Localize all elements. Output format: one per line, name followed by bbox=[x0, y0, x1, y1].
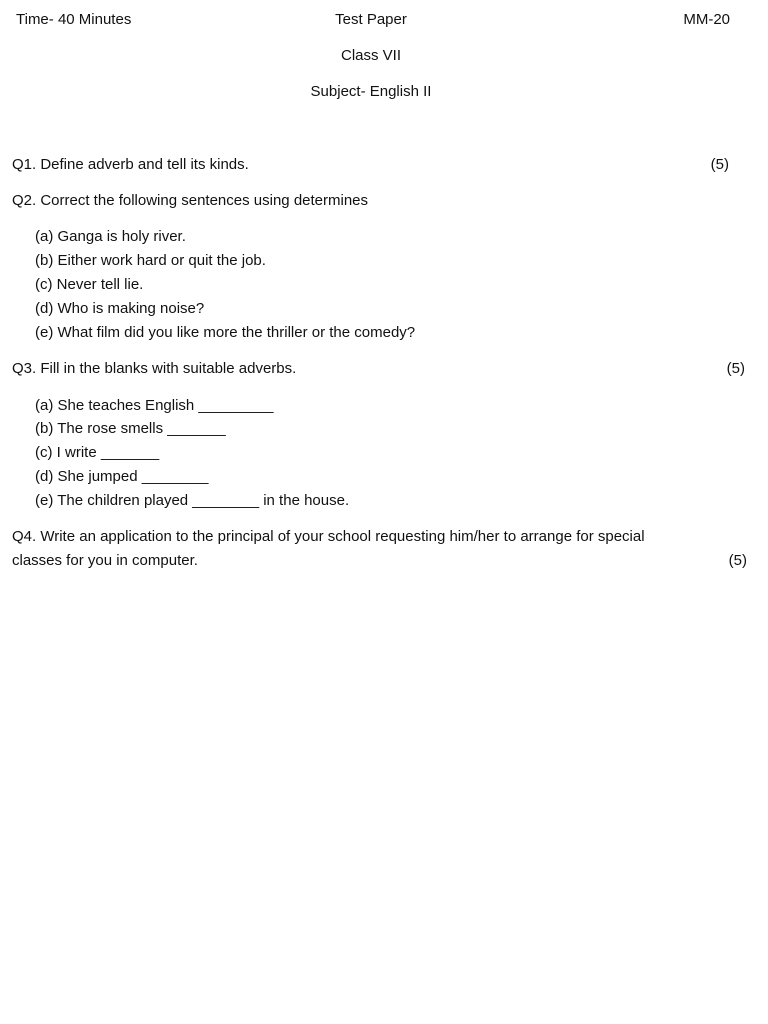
question-4-marks: (5) bbox=[728, 552, 747, 569]
question-3-marks: (5) bbox=[726, 360, 745, 377]
question-4-line-1: Q4. Write an application to the principal of your school requesting him/her to arrange for special bbox=[12, 528, 645, 545]
time-label: Time- 40 Minutes bbox=[16, 11, 132, 28]
question-2: Q2. Correct the following sentences using determines bbox=[12, 192, 369, 209]
paper-title: Test Paper bbox=[335, 11, 407, 28]
question-3-item-c: (c) I write _______ bbox=[35, 444, 160, 461]
max-marks-label: MM-20 bbox=[683, 11, 730, 28]
question-3-item-b: (b) The rose smells _______ bbox=[35, 420, 226, 437]
question-3-item-d: (d) She jumped ________ bbox=[35, 468, 209, 485]
question-1-marks: (5) bbox=[710, 156, 729, 173]
question-2-item-a: (a) Ganga is holy river. bbox=[35, 228, 186, 245]
subject-label: Subject- English II bbox=[310, 83, 432, 100]
question-3-item-a: (a) She teaches English _________ bbox=[35, 397, 274, 414]
question-1: Q1. Define adverb and tell its kinds. bbox=[12, 156, 249, 173]
question-3-item-e: (e) The children played ________ in the house. bbox=[35, 492, 350, 509]
question-2-item-c: (c) Never tell lie. bbox=[35, 276, 144, 293]
class-label: Class VII bbox=[340, 47, 401, 64]
question-4-line-2: classes for you in computer. bbox=[12, 552, 198, 569]
question-2-item-d: (d) Who is making noise? bbox=[35, 300, 205, 317]
question-2-item-b: (b) Either work hard or quit the job. bbox=[35, 252, 266, 269]
question-3: Q3. Fill in the blanks with suitable adverbs. bbox=[12, 360, 297, 377]
question-2-item-e: (e) What film did you like more the thriller or the comedy? bbox=[35, 324, 416, 341]
